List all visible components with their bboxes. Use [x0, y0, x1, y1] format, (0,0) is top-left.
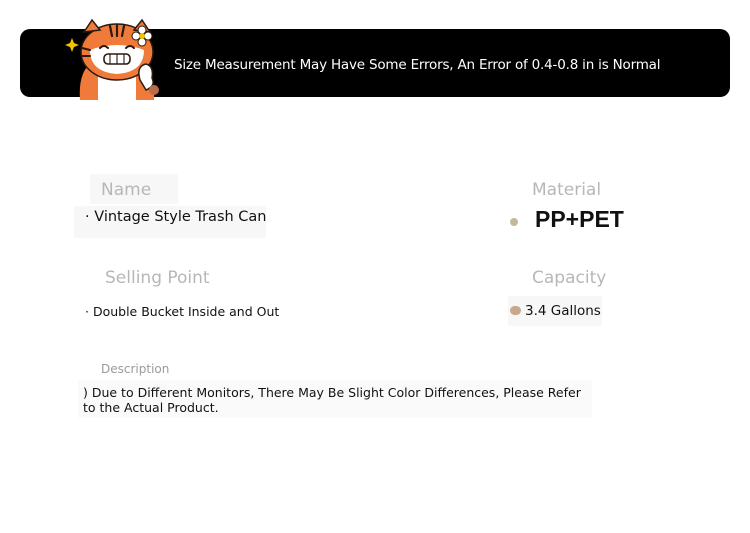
material-value: PP+PET [535, 206, 624, 232]
capacity-label: Capacity [532, 268, 607, 288]
material-bullet-icon [510, 218, 518, 226]
description-line-1: ) Due to Different Monitors, There May Be Slight Color Differences, Please Refer [83, 385, 581, 400]
description-line-2: to the Actual Product. [83, 400, 219, 415]
selling-point-label: Selling Point [105, 268, 210, 288]
capacity-bullet-icon [510, 306, 521, 315]
capacity-value: 3.4 Gallons [525, 303, 601, 319]
selling-point-value: · Double Bucket Inside and Out [85, 304, 280, 319]
tiger-mascot-icon [62, 16, 172, 100]
banner-message: Size Measurement May Have Some Errors, An Error of 0.4-0.8 in is Normal [174, 57, 661, 73]
name-value: · Vintage Style Trash Can [85, 209, 267, 225]
material-label: Material [532, 180, 602, 200]
description-label: Description [101, 362, 170, 376]
name-label: Name [101, 180, 152, 200]
